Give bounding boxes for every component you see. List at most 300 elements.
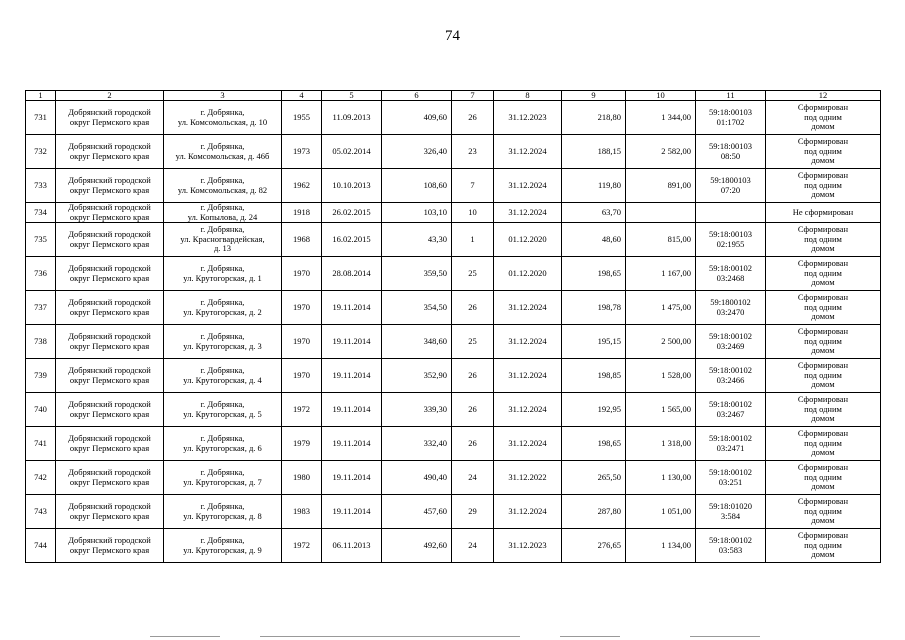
land-status-cell-text: домом	[811, 447, 835, 458]
cadastral-number-cell-text: 03:251	[718, 476, 743, 487]
footer-rule	[560, 636, 620, 637]
land-status-cell	[766, 427, 881, 461]
cadastral-number-cell	[696, 223, 766, 257]
column-header: 5	[322, 91, 382, 101]
cadastral-number-cell	[696, 495, 766, 529]
table-row	[26, 135, 881, 169]
year-built-cell-text: 1955	[293, 111, 310, 122]
land-area-cell	[626, 135, 696, 169]
cadastral-number-cell-text: 01:1702	[716, 116, 745, 127]
residents-cell	[452, 529, 494, 563]
municipality-cell-text: округ Пермского края	[69, 272, 150, 283]
address-cell-text: ул. Комсомольская, д. 82	[177, 184, 268, 195]
year-built-cell	[282, 223, 322, 257]
address-cell-text: ул. Крутогорская, д. 2	[183, 306, 262, 317]
residential-area-cell-text: 276,65	[597, 539, 621, 550]
area-cell-text: 108,60	[423, 179, 447, 190]
residents-cell	[452, 223, 494, 257]
cadastral-number-cell-text: 59:18:00103	[709, 229, 752, 239]
survey-date-cell	[322, 495, 382, 529]
year-built-cell	[282, 495, 322, 529]
municipality-cell	[56, 135, 164, 169]
cadastral-number-cell	[696, 359, 766, 393]
table-row	[26, 529, 881, 563]
municipality-cell	[56, 169, 164, 203]
address-cell-text: г. Добрянка,	[200, 297, 245, 307]
row-number-cell-text: 738	[34, 335, 47, 346]
cadastral-number-cell-text: 02:1955	[716, 238, 745, 249]
residential-area-cell-text: 198,85	[597, 369, 621, 380]
address-cell-text: г. Добрянка,	[200, 399, 245, 409]
residential-area-cell	[562, 359, 626, 393]
land-status-cell-text: Сформирован	[797, 170, 849, 181]
land-status-cell-text: Сформирован	[797, 292, 849, 303]
address-cell	[164, 203, 282, 223]
area-cell	[382, 223, 452, 257]
table-row	[26, 359, 881, 393]
land-status-cell	[766, 223, 881, 257]
residential-area-cell-text: 198,78	[597, 301, 621, 312]
row-number-cell-text: 735	[34, 233, 47, 244]
footer-rule	[690, 636, 760, 637]
residents-cell	[452, 203, 494, 223]
cadastral-number-cell	[696, 203, 766, 223]
land-status-cell-text: под одним	[804, 335, 842, 346]
address-cell	[164, 461, 282, 495]
area-cell	[382, 495, 452, 529]
address-cell-text: г. Добрянка,	[200, 365, 245, 375]
survey-date-cell-text: 28.08.2014	[332, 267, 371, 278]
residential-area-cell-text: 265,50	[597, 471, 621, 482]
cadastral-number-cell	[696, 291, 766, 325]
residents-cell-text: 26	[468, 369, 477, 380]
land-area-cell-text: 1 134,00	[661, 539, 691, 550]
municipality-cell-text: округ Пермского края	[69, 442, 150, 453]
row-number-cell	[26, 427, 56, 461]
row-number-cell-text: 732	[34, 145, 47, 156]
land-area-cell-text: 1 344,00	[661, 111, 691, 122]
area-cell	[382, 257, 452, 291]
land-status-cell-text: Сформирован	[797, 258, 849, 269]
land-status-cell-text: под одним	[804, 369, 842, 380]
survey-date-cell-text: 16.02.2015	[332, 233, 371, 244]
cadastral-number-cell-text: 59:18:00103	[709, 107, 752, 117]
municipality-cell	[56, 325, 164, 359]
planned-date-cell-text: 31.12.2023	[508, 539, 547, 550]
land-area-cell-text: 1 528,00	[661, 369, 691, 380]
residential-area-cell-text: 192,95	[597, 403, 621, 414]
survey-date-cell-text: 19.11.2014	[332, 505, 371, 516]
year-built-cell	[282, 393, 322, 427]
area-cell	[382, 427, 452, 461]
municipality-cell	[56, 257, 164, 291]
row-number-cell	[26, 169, 56, 203]
column-header: 3	[164, 91, 282, 101]
municipality-cell-text: округ Пермского края	[69, 184, 150, 195]
land-status-cell-text: под одним	[804, 267, 842, 278]
year-built-cell	[282, 101, 322, 135]
cadastral-number-cell-text: 3:584	[720, 510, 741, 521]
table-row	[26, 101, 881, 135]
table-row	[26, 325, 881, 359]
row-number-cell-text: 740	[34, 403, 47, 414]
address-cell	[164, 359, 282, 393]
residential-area-cell	[562, 169, 626, 203]
cadastral-number-cell	[696, 325, 766, 359]
residents-cell	[452, 101, 494, 135]
land-status-cell	[766, 203, 881, 223]
land-status-cell-text: Сформирован	[797, 496, 849, 507]
residential-area-cell	[562, 203, 626, 223]
year-built-cell-text: 1972	[293, 403, 310, 414]
residents-cell	[452, 495, 494, 529]
address-cell-text: г. Добрянка,	[200, 175, 245, 185]
address-cell-text: г. Добрянка,	[200, 107, 245, 117]
residents-cell	[452, 135, 494, 169]
area-cell-text: 354,50	[423, 301, 447, 312]
land-area-cell-text: 1 051,00	[661, 505, 691, 516]
municipality-cell	[56, 101, 164, 135]
residents-cell	[452, 169, 494, 203]
planned-date-cell-text: 31.12.2024	[508, 301, 547, 312]
municipality-cell	[56, 529, 164, 563]
planned-date-cell	[494, 495, 562, 529]
residents-cell-text: 1	[470, 233, 475, 244]
year-built-cell	[282, 203, 322, 223]
cadastral-number-cell-text: 03:2470	[716, 306, 745, 317]
survey-date-cell	[322, 101, 382, 135]
year-built-cell-text: 1968	[293, 233, 310, 244]
address-cell	[164, 257, 282, 291]
planned-date-cell	[494, 393, 562, 427]
year-built-cell-text: 1918	[293, 206, 310, 217]
land-status-cell-text: домом	[811, 155, 835, 166]
land-status-cell-text: домом	[811, 243, 835, 254]
land-status-cell	[766, 461, 881, 495]
row-number-cell-text: 733	[34, 179, 47, 190]
residents-cell	[452, 291, 494, 325]
address-cell-text: д. 13	[213, 243, 232, 254]
table-body	[26, 101, 881, 563]
address-cell-text: ул. Комсомольская, д. 46б	[175, 150, 270, 161]
land-status-cell-text: Сформирован	[797, 462, 849, 473]
survey-date-cell-text: 05.02.2014	[332, 145, 371, 156]
residents-cell-text: 26	[468, 301, 477, 312]
row-number-cell-text: 742	[34, 471, 47, 482]
cadastral-number-cell	[696, 529, 766, 563]
land-status-cell-text: Сформирован	[797, 394, 849, 405]
planned-date-cell-text: 31.12.2024	[508, 369, 547, 380]
address-cell	[164, 169, 282, 203]
residential-area-cell-text: 63,70	[601, 206, 621, 217]
land-area-cell	[626, 495, 696, 529]
address-cell-text: г. Добрянка,	[200, 433, 245, 443]
survey-date-cell	[322, 223, 382, 257]
column-header: 6	[382, 91, 452, 101]
table-row	[26, 223, 881, 257]
area-cell	[382, 169, 452, 203]
address-cell-text: г. Добрянка,	[200, 202, 245, 212]
land-status-cell-text: домом	[811, 515, 835, 526]
land-status-cell-text: домом	[811, 311, 835, 322]
planned-date-cell	[494, 529, 562, 563]
table-row	[26, 427, 881, 461]
cadastral-number-cell-text: 59:18:00102	[709, 535, 752, 545]
municipality-cell-text: Добрянский городской	[68, 263, 151, 273]
land-status-cell-text: Сформирован	[797, 360, 849, 371]
planned-date-cell-text: 31.12.2024	[508, 437, 547, 448]
residents-cell	[452, 461, 494, 495]
residents-cell-text: 24	[468, 471, 477, 482]
area-cell	[382, 325, 452, 359]
land-area-cell-text: 1 475,00	[661, 301, 691, 312]
planned-date-cell-text: 31.12.2023	[508, 111, 547, 122]
year-built-cell	[282, 169, 322, 203]
land-status-cell-text: Сформирован	[797, 102, 849, 113]
year-built-cell-text: 1970	[293, 267, 310, 278]
land-status-cell-text: под одним	[804, 403, 842, 414]
survey-date-cell	[322, 169, 382, 203]
row-number-cell-text: 736	[34, 267, 47, 278]
land-status-cell	[766, 101, 881, 135]
row-number-cell-text: 734	[34, 206, 47, 217]
cadastral-number-cell-text: 59:18:00103	[709, 141, 752, 151]
residents-cell	[452, 427, 494, 461]
year-built-cell-text: 1970	[293, 301, 310, 312]
survey-date-cell-text: 06.11.2013	[332, 539, 371, 550]
row-number-cell	[26, 257, 56, 291]
residents-cell-text: 25	[468, 335, 477, 346]
cadastral-number-cell-text: 59:18:01020	[709, 501, 752, 511]
municipality-cell-text: округ Пермского края	[69, 306, 150, 317]
cadastral-number-cell	[696, 427, 766, 461]
land-area-cell-text: 1 318,00	[661, 437, 691, 448]
municipality-cell-text: Добрянский городской	[68, 229, 151, 239]
municipality-cell-text: округ Пермского края	[69, 340, 150, 351]
municipality-cell-text: Добрянский городской	[68, 365, 151, 375]
column-header: 1	[26, 91, 56, 101]
cadastral-number-cell-text: 59:18:00102	[709, 365, 752, 375]
survey-date-cell	[322, 529, 382, 563]
address-cell-text: ул. Крутогорская, д. 8	[183, 510, 262, 521]
land-status-cell-text: под одним	[804, 471, 842, 482]
planned-date-cell	[494, 461, 562, 495]
area-cell-text: 409,60	[423, 111, 447, 122]
planned-date-cell-text: 31.12.2022	[508, 471, 547, 482]
residential-area-cell-text: 218,80	[597, 111, 621, 122]
municipality-cell-text: округ Пермского края	[69, 476, 150, 487]
year-built-cell-text: 1962	[293, 179, 310, 190]
cadastral-number-cell-text: 59:18:00102	[709, 433, 752, 443]
column-number-header-row	[26, 91, 881, 101]
land-status-cell	[766, 291, 881, 325]
footer-rule	[150, 636, 220, 637]
land-status-cell-text: под одним	[804, 233, 842, 244]
planned-date-cell	[494, 325, 562, 359]
land-area-cell-text: 1 130,00	[661, 471, 691, 482]
column-header: 7	[452, 91, 494, 101]
area-cell-text: 492,60	[423, 539, 447, 550]
survey-date-cell-text: 19.11.2014	[332, 437, 371, 448]
residential-area-cell-text: 195,15	[597, 335, 621, 346]
address-cell-text: г. Добрянка,	[200, 501, 245, 511]
residents-cell-text: 29	[468, 505, 477, 516]
survey-date-cell-text: 19.11.2014	[332, 369, 371, 380]
row-number-cell	[26, 359, 56, 393]
year-built-cell-text: 1970	[293, 369, 310, 380]
row-number-cell	[26, 291, 56, 325]
survey-date-cell	[322, 257, 382, 291]
land-status-cell-text: Не сформирован	[792, 206, 854, 217]
year-built-cell-text: 1972	[293, 539, 310, 550]
cadastral-number-cell	[696, 135, 766, 169]
municipality-cell-text: Добрянский городской	[68, 175, 151, 185]
row-number-cell	[26, 101, 56, 135]
land-status-cell	[766, 325, 881, 359]
land-status-cell	[766, 529, 881, 563]
municipality-cell	[56, 393, 164, 427]
municipality-cell	[56, 291, 164, 325]
planned-date-cell	[494, 291, 562, 325]
municipality-cell-text: округ Пермского края	[69, 544, 150, 555]
address-cell	[164, 427, 282, 461]
housing-registry-table	[25, 90, 881, 563]
area-cell-text: 326,40	[423, 145, 447, 156]
planned-date-cell-text: 31.12.2024	[508, 335, 547, 346]
land-area-cell	[626, 529, 696, 563]
address-cell-text: ул. Крутогорская, д. 5	[183, 408, 262, 419]
cadastral-number-cell-text: 59:18:00102	[709, 263, 752, 273]
residential-area-cell	[562, 393, 626, 427]
municipality-cell	[56, 203, 164, 223]
planned-date-cell	[494, 427, 562, 461]
residential-area-cell	[562, 529, 626, 563]
year-built-cell-text: 1983	[293, 505, 310, 516]
address-cell-text: ул. Комсомольская, д. 10	[177, 116, 268, 127]
residents-cell-text: 10	[468, 206, 477, 217]
residents-cell-text: 7	[470, 179, 475, 190]
residential-area-cell-text: 198,65	[597, 267, 621, 278]
land-status-cell	[766, 495, 881, 529]
residents-cell	[452, 325, 494, 359]
cadastral-number-cell-text: 59:1800102	[710, 297, 751, 307]
year-built-cell	[282, 461, 322, 495]
row-number-cell-text: 731	[34, 111, 47, 122]
residential-area-cell	[562, 101, 626, 135]
address-cell	[164, 495, 282, 529]
planned-date-cell	[494, 223, 562, 257]
survey-date-cell	[322, 325, 382, 359]
area-cell-text: 490,40	[423, 471, 447, 482]
cadastral-number-cell-text: 59:18:00102	[709, 399, 752, 409]
land-status-cell	[766, 169, 881, 203]
planned-date-cell	[494, 101, 562, 135]
address-cell	[164, 291, 282, 325]
address-cell-text: ул. Красногвардейская,	[180, 233, 265, 244]
column-header: 11	[696, 91, 766, 101]
table-row	[26, 257, 881, 291]
column-header: 4	[282, 91, 322, 101]
municipality-cell-text: округ Пермского края	[69, 374, 150, 385]
cadastral-number-cell-text: 03:2467	[716, 408, 745, 419]
row-number-cell	[26, 495, 56, 529]
land-status-cell	[766, 393, 881, 427]
land-area-cell	[626, 427, 696, 461]
column-header: 8	[494, 91, 562, 101]
municipality-cell-text: Добрянский городской	[68, 501, 151, 511]
table-row	[26, 393, 881, 427]
year-built-cell	[282, 529, 322, 563]
residential-area-cell-text: 188,15	[597, 145, 621, 156]
address-cell-text: г. Добрянка,	[200, 263, 245, 273]
address-cell	[164, 529, 282, 563]
municipality-cell	[56, 461, 164, 495]
land-status-cell-text: Сформирован	[797, 224, 849, 235]
land-status-cell-text: Сформирован	[797, 136, 849, 147]
survey-date-cell-text: 10.10.2013	[332, 179, 371, 190]
cadastral-number-cell	[696, 393, 766, 427]
row-number-cell-text: 739	[34, 369, 47, 380]
residential-area-cell	[562, 495, 626, 529]
column-header: 9	[562, 91, 626, 101]
row-number-cell	[26, 393, 56, 427]
survey-date-cell-text: 19.11.2014	[332, 335, 371, 346]
row-number-cell-text: 744	[34, 539, 47, 550]
planned-date-cell	[494, 135, 562, 169]
year-built-cell	[282, 257, 322, 291]
residents-cell-text: 23	[468, 145, 477, 156]
cadastral-number-cell-text: 03:2466	[716, 374, 745, 385]
address-cell	[164, 325, 282, 359]
land-status-cell-text: под одним	[804, 505, 842, 516]
cadastral-number-cell-text: 08:50	[720, 150, 741, 161]
municipality-cell	[56, 359, 164, 393]
municipality-cell-text: округ Пермского края	[69, 116, 150, 127]
row-number-cell	[26, 325, 56, 359]
cadastral-number-cell-text: 59:18:00102	[709, 331, 752, 341]
year-built-cell	[282, 325, 322, 359]
year-built-cell-text: 1973	[293, 145, 310, 156]
municipality-cell-text: Добрянский городской	[68, 535, 151, 545]
land-area-cell	[626, 101, 696, 135]
table-row	[26, 169, 881, 203]
area-cell-text: 348,60	[423, 335, 447, 346]
residential-area-cell	[562, 223, 626, 257]
residential-area-cell	[562, 461, 626, 495]
address-cell-text: ул. Копылова, д. 24	[187, 211, 258, 222]
planned-date-cell-text: 31.12.2024	[508, 206, 547, 217]
land-status-cell-text: домом	[811, 121, 835, 132]
cadastral-number-cell-text: 07:20	[720, 184, 741, 195]
survey-date-cell-text: 19.11.2014	[332, 301, 371, 312]
land-area-cell	[626, 203, 696, 223]
address-cell-text: ул. Крутогорская, д. 9	[183, 544, 262, 555]
municipality-cell-text: округ Пермского края	[69, 408, 150, 419]
land-area-cell-text: 891,00	[667, 179, 691, 190]
table-row	[26, 495, 881, 529]
residential-area-cell-text: 119,80	[597, 179, 621, 190]
column-header: 10	[626, 91, 696, 101]
address-cell	[164, 101, 282, 135]
address-cell	[164, 393, 282, 427]
residential-area-cell-text: 198,65	[597, 437, 621, 448]
planned-date-cell-text: 31.12.2024	[508, 403, 547, 414]
planned-date-cell	[494, 359, 562, 393]
cadastral-number-cell	[696, 461, 766, 495]
area-cell-text: 332,40	[423, 437, 447, 448]
residential-area-cell	[562, 257, 626, 291]
area-cell-text: 457,60	[423, 505, 447, 516]
